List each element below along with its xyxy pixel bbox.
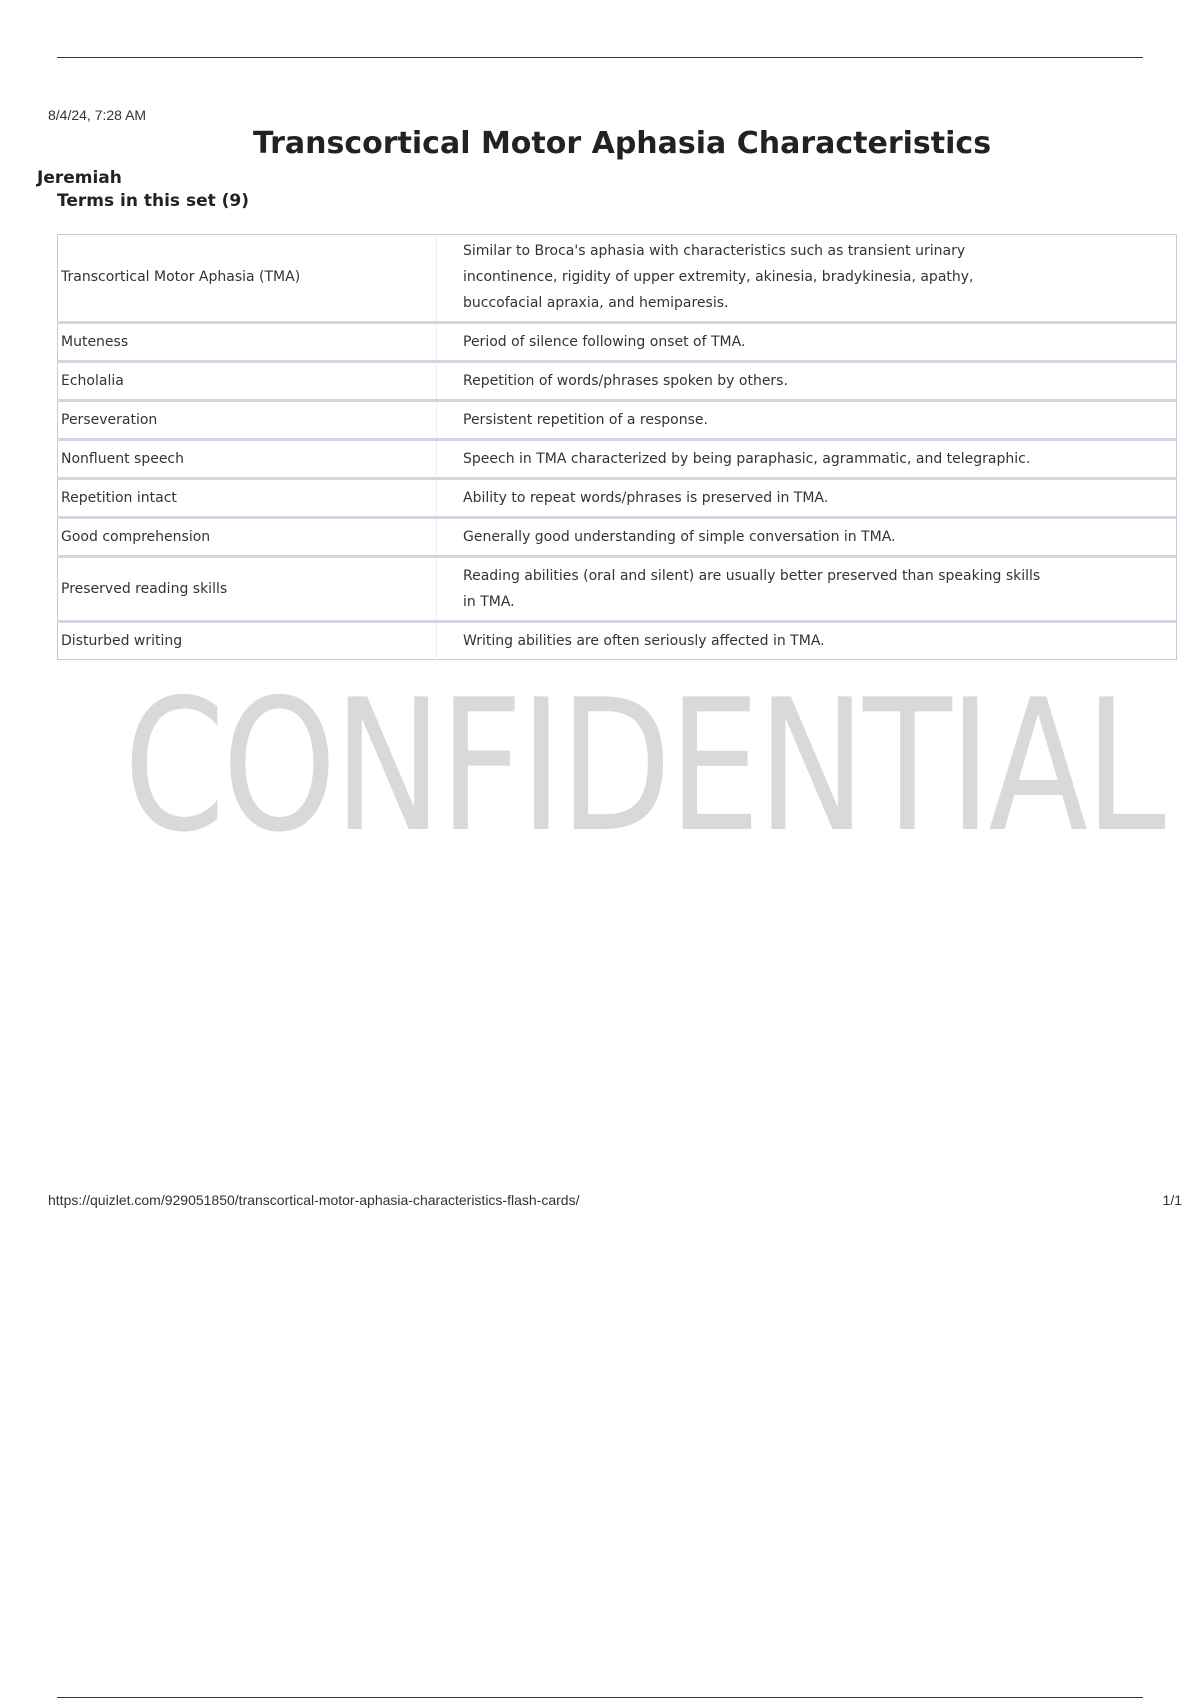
term-cell: Repetition intact (58, 479, 437, 518)
table-row (58, 323, 1177, 362)
term-cell: Preserved reading skills (58, 557, 437, 622)
terms-count-heading: Terms in this set (9) (57, 191, 250, 211)
term-cell: Perseveration (58, 401, 437, 440)
table-row (58, 518, 1177, 557)
term-cell: Muteness (58, 323, 437, 362)
table-row (58, 401, 1177, 440)
definition-cell: Reading abilities (oral and silent) are usually better preserved than speaking skills in TMA. (437, 557, 1177, 622)
definition-cell: Period of silence following onset of TMA. (437, 323, 1177, 362)
print-timestamp: 8/4/24, 7:28 AM (48, 107, 147, 123)
author-name: Jeremiah (37, 168, 122, 188)
table-row (58, 557, 1177, 622)
definition-cell: Similar to Broca's aphasia with characteristics such as transient urinary incontinence, rigidity of upper extremity, akinesia, bradykinesia, apathy, buccofacial apraxia, and hemiparesis. (463, 243, 974, 311)
top-divider (57, 57, 1143, 58)
table-row (58, 235, 1177, 323)
page-number: 1/1 (1162, 1192, 1182, 1208)
definition-cell: Writing abilities are often seriously affected in TMA. (437, 622, 1177, 660)
term-cell: Good comprehension (58, 518, 437, 557)
footer-url: https://quizlet.com/929051850/transcortical-motor-aphasia-characteristics-flash-cards/ (48, 1192, 580, 1208)
term-cell: Disturbed writing (58, 622, 437, 660)
definition-cell: Repetition of words/phrases spoken by others. (437, 362, 1177, 401)
table-row (58, 479, 1177, 518)
table-row (58, 440, 1177, 479)
table-row (58, 362, 1177, 401)
definition-cell: Ability to repeat words/phrases is preserved in TMA. (437, 479, 1177, 518)
table-row (58, 622, 1177, 660)
term-cell: Echolalia (58, 362, 437, 401)
page-title: Transcortical Motor Aphasia Characteristics (252, 126, 992, 161)
term-cell: Transcortical Motor Aphasia (TMA) (58, 235, 437, 323)
confidential-watermark: CONFIDENTIAL (123, 660, 1163, 872)
term-cell: Nonfluent speech (58, 440, 437, 479)
bottom-divider (57, 1697, 1143, 1698)
definition-cell: Speech in TMA characterized by being paraphasic, agrammatic, and telegraphic. (437, 440, 1177, 479)
definition-cell: Persistent repetition of a response. (437, 401, 1177, 440)
definition-cell: Generally good understanding of simple conversation in TMA. (437, 518, 1177, 557)
terms-table (57, 234, 1177, 660)
